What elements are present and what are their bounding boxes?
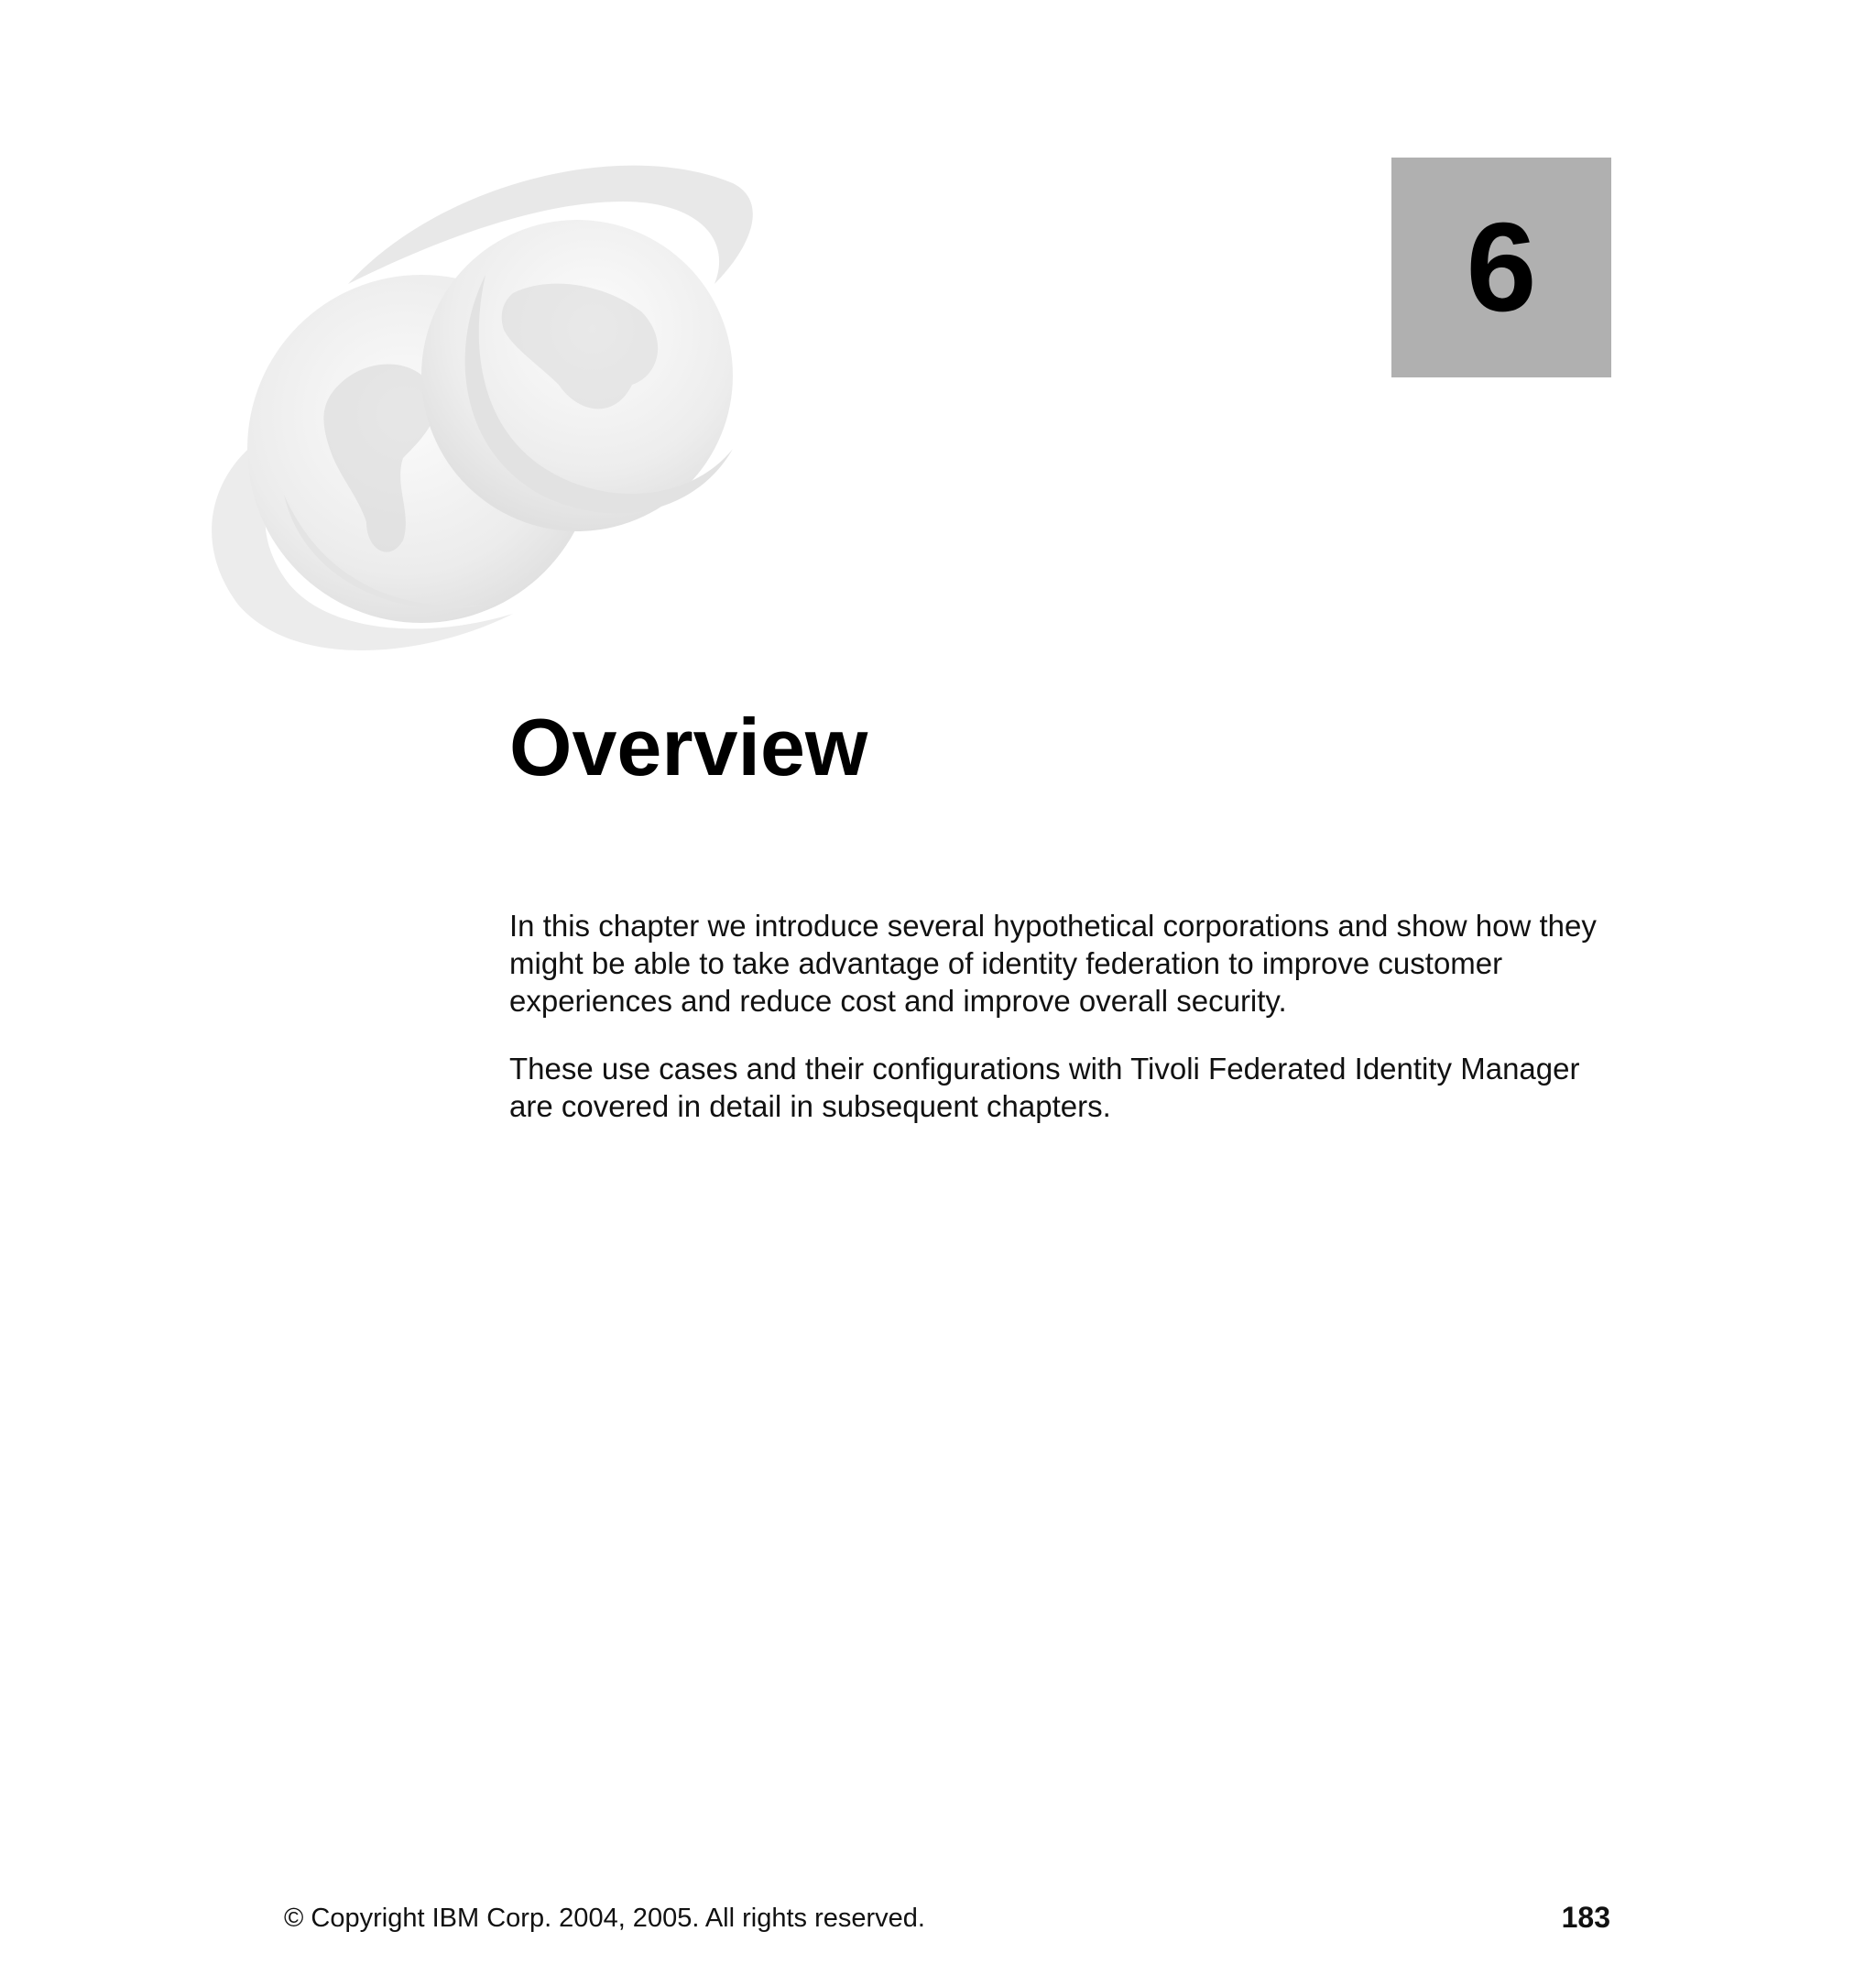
chapter-number-box	[1391, 158, 1611, 377]
chapter-intro	[509, 907, 1618, 1155]
page-number: 183	[1561, 1901, 1610, 1934]
paragraph: These use cases and their configurations with Tivoli Federated Identity Manager are covered in detail in subsequent chapters.	[509, 1052, 1580, 1123]
globe-swirl-logo-icon	[183, 147, 843, 678]
chapter-title: Overview	[509, 702, 868, 792]
footer-copyright: © Copyright IBM Corp. 2004, 2005. All rights reserved.	[284, 1904, 925, 1933]
chapter-number: 6	[1466, 197, 1537, 338]
paragraph: In this chapter we introduce several hypothetical corporations and show how they might be able to take advantage of identity federation to improve customer experiences and reduce cost and improve overall security.	[509, 909, 1597, 1018]
